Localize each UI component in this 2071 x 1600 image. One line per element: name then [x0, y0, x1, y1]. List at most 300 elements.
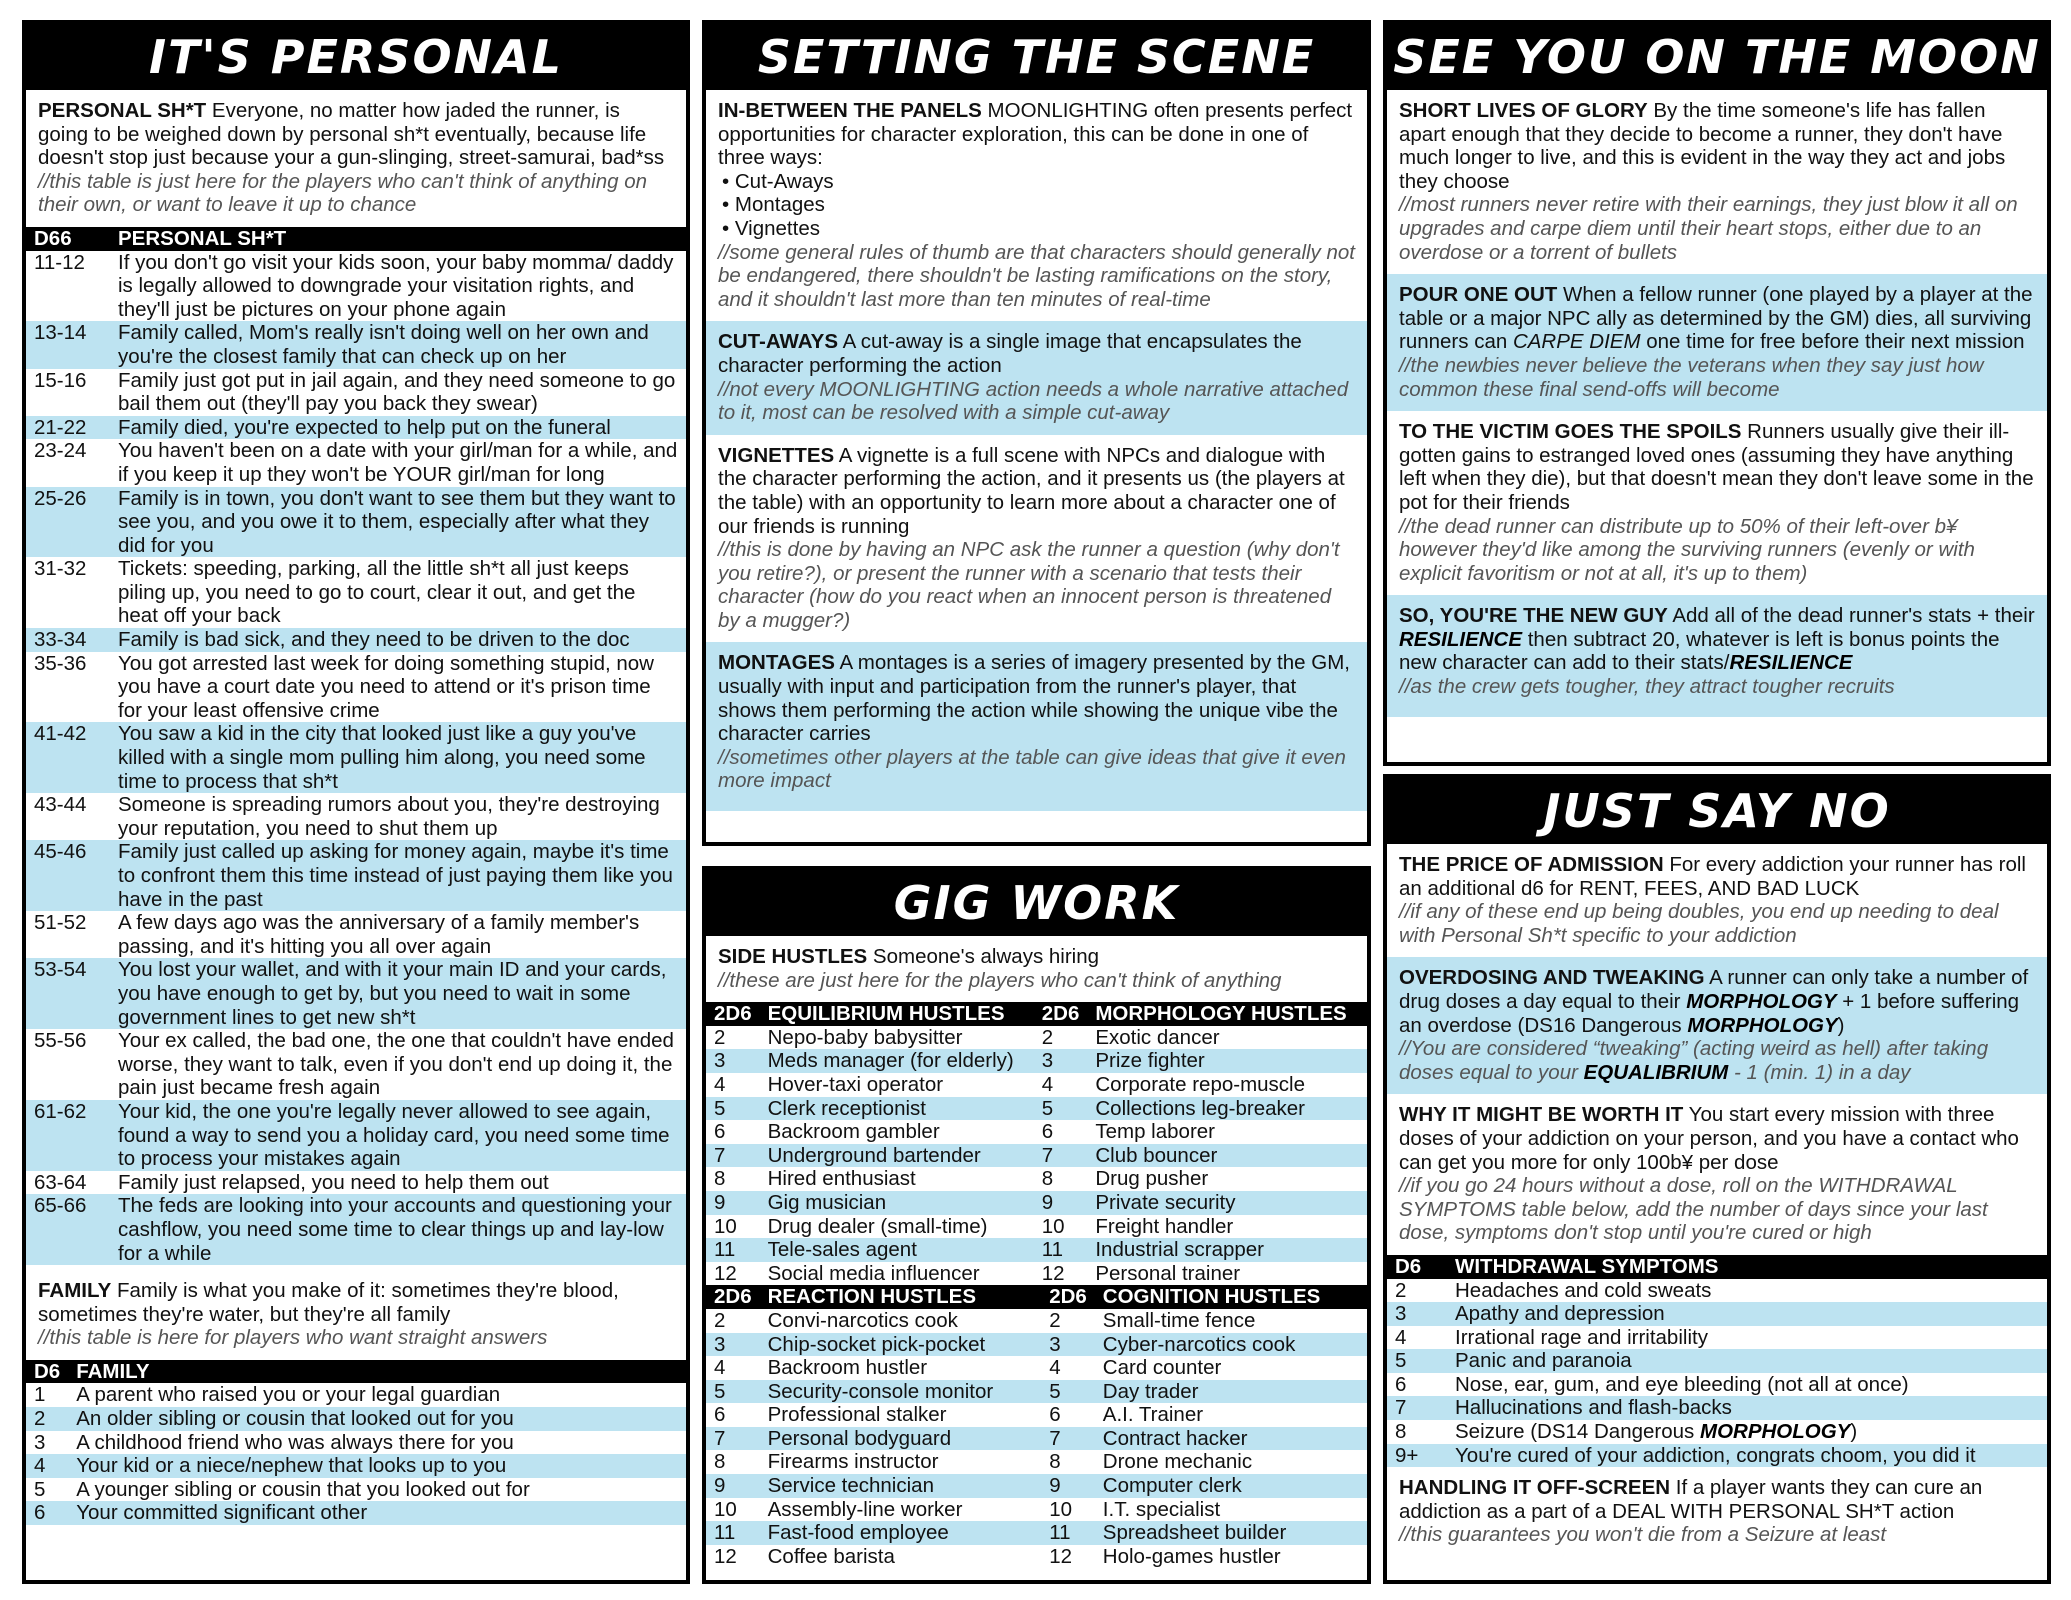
hustle-cell: Computer clerk — [1095, 1474, 1367, 1498]
column-header: MORPHOLOGY HUSTLES — [1087, 1002, 1367, 1026]
roll-cell: 23-24 — [34, 439, 87, 463]
table-row — [706, 1474, 1367, 1498]
panel-just-say-no — [1383, 774, 2051, 1584]
roll-cell: 5 — [1387, 1349, 1447, 1373]
result-cell: Your kid, the one you're legally never allowed to see again, found a way to send you a holiday card, you need some time to process your mistakes again — [110, 1100, 686, 1171]
result-cell: Tickets: speeding, parking, all the little sh*t all just keeps piling up, you need to go to court, clear it out, and get the heat off your back — [118, 557, 636, 628]
column-header: 2D6 — [706, 1002, 760, 1026]
result-cell: Your ex called, the bad one, the one that couldn't have ended worse, they want to talk, even if you don't end up doing it, the pain just became fresh again — [118, 1029, 674, 1100]
roll-cell: 12 — [1041, 1261, 1065, 1285]
hustle-cell: Private security — [1087, 1191, 1367, 1215]
section-text: Runners usually give their ill-gotten gains to estranged loved ones (assuming they have anything left when they die), but that doesn't mean they don't leave some in the pot for their friends — [1399, 420, 2034, 514]
roll-cell: 5 — [1034, 1097, 1088, 1121]
roll-cell: 10 — [714, 1497, 737, 1521]
table-row — [706, 1215, 1367, 1239]
result-cell: If you don't go visit your kids soon, your baby momma/ daddy is legally allowed to downgrade your visitation rights, and they'll just be pictures on your phone again — [118, 250, 674, 321]
roll-cell: 43-44 — [34, 793, 87, 817]
roll-cell: 11 — [706, 1238, 760, 1262]
section-heading: OVERDOSING AND TWEAKING — [1399, 966, 1705, 990]
withdrawal-table — [1387, 1255, 2047, 1467]
roll-cell: 31-32 — [34, 557, 87, 581]
table-row — [1387, 1420, 2047, 1444]
section-text: A vignette is a full scene with NPCs and dialogue with the character performing the action, and it presents us (the players at the table) with an opportunity to learn more about a character one of our friends is running — [718, 443, 1345, 538]
hustle-cell: Underground bartender — [760, 1144, 1034, 1168]
hustle-cell: Social media influencer — [767, 1261, 980, 1285]
personal-table-body — [26, 251, 686, 1266]
result-cell: Family just relapsed, you need to help them out — [118, 1170, 549, 1194]
bullet-item: • Vignettes — [718, 217, 1355, 241]
hustle-cell: Card counter — [1102, 1356, 1222, 1380]
roll-cell: 9 — [706, 1474, 760, 1498]
table-row — [706, 1049, 1367, 1073]
hustle-cell: Firearms instructor — [767, 1450, 939, 1474]
result-cell: Your committed significant other — [68, 1501, 686, 1525]
table-row — [26, 1100, 686, 1171]
roll-cell: 55-56 — [34, 1029, 87, 1053]
hustle-cell: Hover-taxi operator — [767, 1072, 944, 1096]
hustle-cell: Spreadsheet builder — [1095, 1521, 1367, 1545]
withdrawal-table-tail — [1387, 1420, 2047, 1467]
table-row — [706, 1450, 1367, 1474]
result-cell: A few days ago was the anniversary of a family member's passing, and it's hitting you all over again — [118, 911, 640, 958]
section-text: For every addiction your runner has roll an additional d6 for RENT, FEES, AND BAD LUCK — [1399, 853, 2026, 900]
table-row — [706, 1521, 1367, 1545]
roll-cell: 8 — [714, 1167, 726, 1191]
result-cell: You're cured of your addiction, congrats choom, you did it — [1447, 1444, 2047, 1468]
result-cell: Family is in town, you don't want to see them but they want to see you, and you owe it to them, especially after what they did for you — [110, 487, 686, 558]
scene-section-in-between — [706, 90, 1367, 321]
family-intro — [26, 1265, 686, 1360]
roll-cell: 4 — [1041, 1072, 1054, 1096]
stat-keyword: MORPHOLOGY — [1700, 1420, 1851, 1444]
table-row — [26, 1194, 686, 1265]
section-text: A montages is a series of imagery presented by the GM, usually with input and participation from the runner's player, that shows them performing the action while showing the unique vibe the character carries — [718, 651, 1350, 746]
section-text: You start every mission with three doses of your addiction on your person, and you have a contact who can get you more for only 100b¥ per dose — [1399, 1103, 2019, 1174]
table-row — [706, 1309, 1367, 1333]
hustle-cell: Exotic dancer — [1095, 1025, 1220, 1049]
section-text: A cut-away is a single image that encapsulates the character performing the action — [718, 330, 1302, 377]
column-header: WITHDRAWAL SYMPTOMS — [1447, 1255, 2047, 1279]
scene-section-cut-aways — [706, 321, 1367, 434]
section-note: //if you go 24 hours without a dose, roll on the WITHDRAWAL SYMPTOMS table below, add the number of days since your last dose, symptoms don't stop until you're cured or high — [1399, 1174, 1988, 1245]
stat-keyword: MORPHOLOGY — [1687, 1013, 1838, 1037]
result-cell: Apathy and depression — [1447, 1302, 2047, 1326]
hustle-cell: Day trader — [1095, 1380, 1367, 1404]
roll-cell: 5 — [706, 1097, 760, 1121]
panel-its-personal — [22, 20, 690, 1584]
roll-cell: 6 — [714, 1403, 726, 1427]
section-text: then subtract 20, whatever is left is bonus points the new character can add to their stats/ — [1399, 627, 2000, 675]
hustle-cell: Temp laborer — [1095, 1120, 1215, 1144]
stat-keyword: RESILIENCE — [1729, 651, 1853, 675]
hustle-cell: Convi-narcotics cook — [767, 1308, 958, 1332]
table-row — [706, 1380, 1367, 1404]
family-table — [26, 1360, 686, 1525]
roll-cell: 11 — [706, 1521, 760, 1545]
table-row — [26, 958, 686, 1029]
roll-cell: 8 — [714, 1450, 726, 1474]
table-row — [26, 1478, 686, 1502]
table-row — [26, 321, 686, 368]
column-header: 2D6 — [1034, 1002, 1088, 1026]
section-text: Family is what you make of it: sometimes they're blood, sometimes they're water, but they're all family — [38, 1279, 619, 1326]
roll-cell: 2 — [1395, 1278, 1407, 1302]
hustle-cell: Drug dealer (small-time) — [767, 1214, 988, 1238]
table-row — [1387, 1396, 2047, 1420]
section-text: + 1 before suffering an overdose (DS16 Dangerous — [1399, 989, 2020, 1037]
stat-keyword: EQUALIBRIUM — [1583, 1060, 1729, 1084]
table-row — [706, 1191, 1367, 1215]
hustles-table-1 — [706, 1002, 1367, 1285]
family-table-body — [26, 1383, 686, 1525]
bullet-item: • Cut-Aways — [718, 170, 1355, 194]
hustle-cell: Assembly-line worker — [767, 1497, 963, 1521]
section-note: //this guarantees you won't die from a Seizure at least — [1399, 1523, 1887, 1547]
roll-cell: 2 — [1041, 1025, 1054, 1049]
column-header: REACTION HUSTLES — [760, 1285, 1042, 1309]
panel-gig-work — [702, 866, 1371, 1584]
hustle-cell: Prize fighter — [1087, 1049, 1367, 1073]
roll-cell: 7 — [1041, 1427, 1095, 1451]
section-heading: CUT-AWAYS — [718, 330, 838, 354]
hustle-cell: A.I. Trainer — [1102, 1403, 1204, 1427]
moon-section-pour-one-out — [1387, 274, 2047, 411]
panel-title: GIG WORK — [706, 870, 1367, 936]
result-cell: The feds are looking into your accounts and questioning your cashflow, you need some time to clear things up and lay-low for a while — [110, 1194, 686, 1265]
section-heading: THE PRICE OF ADMISSION — [1399, 853, 1664, 876]
personal-table — [26, 227, 686, 1265]
table-row — [26, 652, 686, 723]
roll-cell: 6 — [1395, 1372, 1407, 1396]
table-row — [26, 1501, 686, 1525]
column-header: 2D6 — [706, 1285, 760, 1309]
roll-cell: 33-34 — [26, 628, 110, 652]
section-heading: IN-BETWEEN THE PANELS — [718, 99, 982, 122]
section-text: A runner can only take a number of drug doses a day equal to their — [1399, 966, 2029, 1013]
column-header: FAMILY — [68, 1360, 686, 1384]
section-text: MOONLIGHTING often presents perfect opportunities for character exploration, this can be done in one of three ways: — [718, 99, 1353, 170]
roll-cell: 4 — [26, 1454, 68, 1478]
panel-title: JUST SAY NO — [1387, 778, 2047, 844]
roll-cell: 5 — [706, 1380, 760, 1404]
table-row — [26, 1431, 686, 1455]
withdrawal-table-body — [1387, 1279, 2047, 1421]
table-row — [26, 416, 686, 440]
roll-cell: 63-64 — [34, 1170, 87, 1194]
roll-cell: 25-26 — [26, 487, 110, 558]
stat-keyword: MORPHOLOGY — [1686, 989, 1837, 1013]
roll-cell: 2 — [26, 1407, 68, 1431]
stat-keyword: RESILIENCE — [1399, 627, 1523, 651]
scene-section-montages — [706, 642, 1367, 811]
hustle-cell: Professional stalker — [767, 1403, 947, 1427]
section-note: //sometimes other players at the table can give ideas that give it even more impact — [718, 745, 1346, 793]
hustle-cell: Meds manager (for elderly) — [760, 1049, 1034, 1073]
result-text: Seizure (DS14 Dangerous — [1455, 1420, 1700, 1444]
section-text: When a fellow runner (one played by a player at the table or a major NPC ally as determined by the GM) dies, all surviving runners can — [1399, 283, 2033, 354]
table-row — [26, 1407, 686, 1431]
result-cell — [1447, 1420, 2047, 1444]
roll-cell: 12 — [1049, 1544, 1072, 1568]
result-cell: Family died, you're expected to help put on the funeral — [110, 416, 686, 440]
section-heading: PERSONAL SH*T — [38, 99, 207, 122]
roll-cell: 10 — [1049, 1497, 1072, 1521]
result-cell: Headaches and cold sweats — [1455, 1278, 1712, 1302]
result-cell: Family just got put in jail again, and they need someone to go bail them out (they'll pay you back they swear) — [118, 368, 676, 416]
roll-cell: 3 — [706, 1049, 760, 1073]
section-heading: FAMILY — [38, 1279, 112, 1303]
result-cell: You lost your wallet, and with it your main ID and your cards, you have enough to get by, but you need to wait in some government lines to get new sh*t — [110, 958, 686, 1029]
hustle-cell: Drug pusher — [1095, 1167, 1209, 1191]
panel-see-you-on-the-moon — [1383, 20, 2051, 766]
roll-cell: 13-14 — [26, 321, 110, 368]
column-header: D6 — [26, 1360, 68, 1384]
panel-title: SEE YOU ON THE MOON — [1387, 24, 2047, 90]
personal-intro — [26, 90, 686, 227]
table-row — [706, 1333, 1367, 1357]
section-text: Someone's always hiring — [867, 945, 1100, 968]
table-row — [26, 722, 686, 793]
hustle-cell: Collections leg-breaker — [1087, 1097, 1367, 1121]
table-row — [26, 487, 686, 558]
result-cell: Nose, ear, gum, and eye bleeding (not all at once) — [1455, 1372, 1909, 1396]
hustle-cell: Clerk receptionist — [760, 1097, 1034, 1121]
section-heading: HANDLING IT OFF-SCREEN — [1399, 1476, 1671, 1500]
result-cell: You haven't been on a date with your girl/man for a while, and if you keep it up they won't be YOUR girl/man for long — [118, 439, 678, 486]
table-row — [706, 1144, 1367, 1168]
section-text: ) — [1837, 1013, 1845, 1037]
table-row — [26, 911, 686, 958]
result-cell: Hallucinations and flash-backs — [1447, 1396, 2047, 1420]
hustle-cell: Security-console monitor — [760, 1380, 1042, 1404]
column-header: D66 — [26, 227, 110, 251]
roll-cell: 6 — [714, 1120, 726, 1144]
nope-section-price — [1387, 844, 2047, 957]
hustle-cell: Drone mechanic — [1102, 1450, 1253, 1474]
table-row — [706, 1120, 1367, 1144]
roll-cell: 11 — [1034, 1238, 1088, 1262]
table-row — [26, 840, 686, 911]
section-heading: SO, YOU'RE THE NEW GUY — [1399, 604, 1668, 628]
moon-section-new-guy — [1387, 595, 2047, 716]
column-header: EQUILIBRIUM HUSTLES — [760, 1002, 1034, 1026]
table-row — [706, 1427, 1367, 1451]
result-cell: Someone is spreading rumors about you, they're destroying your reputation, you need to shut them up — [118, 793, 660, 840]
nope-section-worth-it — [1387, 1094, 2047, 1255]
section-note: //this is done by having an NPC ask the runner a question (why don't you retire?), or present the runner with a scenario that tests their character (how do you react when an innocent person is threatened by a mugger?) — [718, 538, 1340, 632]
hustle-cell: Holo-games hustler — [1102, 1544, 1281, 1568]
table-row — [706, 1262, 1367, 1286]
result-cell: You got arrested last week for doing something stupid, now you have a court date you need to attend or it's prison time for your least offensive crime — [118, 651, 654, 722]
roll-cell: 4 — [1049, 1356, 1061, 1380]
table-row — [706, 1097, 1367, 1121]
roll-cell: 9 — [1041, 1474, 1095, 1498]
roll-cell: 9 — [1034, 1191, 1088, 1215]
roll-cell: 10 — [714, 1214, 737, 1238]
column-header: 2D6 — [1041, 1285, 1095, 1309]
roll-cell: 12 — [714, 1544, 737, 1568]
hustle-cell: Coffee barista — [767, 1544, 895, 1568]
section-note: //the newbies never believe the veterans when they say just how common these final send-offs will become — [1399, 353, 1984, 401]
table-row — [26, 1171, 686, 1195]
result-cell: An older sibling or cousin that looked out for you — [68, 1407, 686, 1431]
hustle-cell: Fast-food employee — [760, 1521, 1042, 1545]
roll-cell: 7 — [706, 1427, 760, 1451]
roll-cell: 9+ — [1387, 1444, 1447, 1468]
table-row — [706, 1167, 1367, 1191]
roll-cell: 8 — [1387, 1420, 1447, 1444]
table-row — [26, 1454, 686, 1478]
keyword: CARPE DIEM — [1512, 330, 1641, 354]
table-row — [26, 1029, 686, 1100]
result-cell: Family is bad sick, and they need to be driven to the doc — [110, 628, 686, 652]
table-row — [1387, 1444, 2047, 1468]
roll-cell: 3 — [1387, 1302, 1447, 1326]
panel-title: SETTING THE SCENE — [706, 24, 1367, 90]
moon-section-short-lives — [1387, 90, 2047, 274]
column-header: PERSONAL SH*T — [110, 227, 686, 251]
result-cell: A parent who raised you or your legal guardian — [76, 1383, 501, 1407]
roll-cell: 2 — [714, 1025, 726, 1049]
section-note: //as the crew gets tougher, they attract tougher recruits — [1399, 675, 1895, 699]
section-note: //if any of these end up being doubles, you end up needing to deal with Personal Sh*t specific to your addiction — [1399, 900, 1999, 947]
hustle-cell: Hired enthusiast — [767, 1167, 916, 1191]
section-note: //not every MOONLIGHTING action needs a whole narrative attached to it, most can be resolved with a simple cut-away — [718, 377, 1349, 425]
roll-cell: 7 — [706, 1144, 760, 1168]
table-row — [26, 439, 686, 486]
result-cell: Irrational rage and irritability — [1455, 1325, 1708, 1349]
roll-cell: 6 — [1049, 1403, 1061, 1427]
panel-setting-the-scene — [702, 20, 1371, 846]
roll-cell: 15-16 — [34, 368, 87, 392]
roll-cell: 8 — [1049, 1450, 1061, 1474]
roll-cell: 11-12 — [34, 250, 85, 274]
roll-cell: 4 — [714, 1072, 726, 1096]
section-heading: TO THE VICTIM GOES THE SPOILS — [1399, 420, 1742, 444]
roll-cell: 65-66 — [26, 1194, 110, 1265]
section-note: //these are just here for the players who can't think of anything — [718, 968, 1282, 992]
roll-cell: 45-46 — [26, 840, 110, 911]
hustle-cell: Freight handler — [1095, 1214, 1234, 1238]
roll-cell: 3 — [1034, 1049, 1088, 1073]
roll-cell: 3 — [1041, 1333, 1095, 1357]
roll-cell: 2 — [714, 1308, 726, 1332]
table-row — [706, 1403, 1367, 1427]
hustles-table-body — [706, 1309, 1367, 1569]
roll-cell: 10 — [1041, 1214, 1065, 1238]
table-row — [1387, 1326, 2047, 1350]
hustle-cell: Nepo-baby babysitter — [767, 1025, 963, 1049]
table-row — [1387, 1349, 2047, 1373]
hustle-cell: Backroom gambler — [767, 1120, 940, 1144]
table-row — [1387, 1373, 2047, 1397]
table-row — [706, 1026, 1367, 1050]
section-note: //the dead runner can distribute up to 50% of their left-over b¥ however they'd like among the surviving runners (evenly or with explicit favoritism or not at all, it's up to them) — [1399, 514, 1975, 585]
table-row — [26, 1383, 686, 1407]
gig-intro — [706, 936, 1367, 1002]
table-row — [26, 793, 686, 840]
hustle-cell: Contract hacker — [1095, 1427, 1367, 1451]
roll-cell: 12 — [714, 1261, 737, 1285]
roll-cell: 61-62 — [26, 1100, 110, 1171]
section-heading: SIDE HUSTLES — [718, 945, 868, 968]
roll-cell: 8 — [1041, 1167, 1054, 1191]
roll-cell: 41-42 — [26, 722, 110, 793]
roll-cell: 51-52 — [34, 911, 87, 935]
roll-cell: 2 — [1049, 1308, 1061, 1332]
table-row — [706, 1356, 1367, 1380]
scene-section-vignettes — [706, 435, 1367, 643]
hustle-cell: Club bouncer — [1087, 1144, 1367, 1168]
hustles-table-2 — [706, 1285, 1367, 1568]
section-note: //most runners never retire with their earnings, they just blow it all on upgrades and carpe diem until their heart stops, either due to an overdose or a torrent of bullets — [1399, 193, 2018, 264]
bullet-list — [718, 170, 1355, 241]
section-text: If a player wants they can cure an addiction as a part of a DEAL WITH PERSONAL SH*T action — [1399, 1476, 1983, 1523]
section-heading: MONTAGES — [718, 651, 835, 675]
table-row — [26, 369, 686, 416]
table-row — [706, 1545, 1367, 1569]
table-row — [706, 1498, 1367, 1522]
nope-section-off-screen — [1387, 1467, 2047, 1557]
hustles-table-body — [706, 1026, 1367, 1286]
roll-cell: 6 — [26, 1501, 68, 1525]
section-text: Everyone, no matter how jaded the runner, is going to be weighed down by personal sh*t eventually, because life doesn't stop just because your a gun-slinging, street-samurai, bad*ss — [38, 99, 665, 170]
roll-cell: 1 — [34, 1383, 46, 1407]
table-row — [706, 1238, 1367, 1262]
section-note: //some general rules of thumb are that characters should generally not be endangered, there shouldn't be lasting ramifications on the story, and it shouldn't last more than ten minutes of real-time — [718, 240, 1355, 311]
hustle-cell: Corporate repo-muscle — [1095, 1072, 1306, 1096]
hustle-cell: Gig musician — [760, 1191, 1034, 1215]
table-row — [26, 251, 686, 322]
roll-cell: 4 — [1395, 1325, 1407, 1349]
section-note: //You are considered “tweaking” (acting weird as hell) after taking doses equal to your — [1399, 1037, 1989, 1084]
roll-cell: 6 — [1041, 1120, 1054, 1144]
hustle-cell: Backroom hustler — [767, 1356, 928, 1380]
section-heading: VIGNETTES — [718, 443, 835, 467]
table-row — [706, 1073, 1367, 1097]
result-cell: You saw a kid in the city that looked just like a guy you've killed with a single mom pulling him along, you need some time to process that sh*t — [110, 722, 686, 793]
hustle-cell: Chip-socket pick-pocket — [760, 1333, 1042, 1357]
panel-title: IT'S PERSONAL — [26, 24, 686, 90]
section-text: By the time someone's life has fallen apart enough that they decide to become a runner, they don't have much longer to live, and this is evident in the way they act and jobs they choose — [1399, 99, 2006, 193]
table-row — [26, 557, 686, 628]
result-cell: Panic and paranoia — [1447, 1349, 2047, 1373]
hustle-cell: I.T. specialist — [1102, 1497, 1221, 1521]
hustle-cell: Personal trainer — [1095, 1261, 1241, 1285]
result-text: ) — [1850, 1420, 1858, 1444]
section-note: //this table is here for players who want straight answers — [38, 1326, 548, 1350]
section-text: one time for free before their next mission — [1640, 330, 2025, 354]
roll-cell: 5 — [1041, 1380, 1095, 1404]
result-cell: Family called, Mom's really isn't doing well on her own and you're the closest family that can check up on her — [110, 321, 686, 368]
roll-cell: 11 — [1041, 1521, 1095, 1545]
section-note: - 1 (min. 1) in a day — [1728, 1060, 1911, 1084]
roll-cell: 5 — [34, 1477, 46, 1501]
roll-cell: 21-22 — [26, 416, 110, 440]
nope-section-overdosing — [1387, 957, 2047, 1094]
column-header: COGNITION HUSTLES — [1095, 1285, 1367, 1309]
section-heading: WHY IT MIGHT BE WORTH IT — [1399, 1103, 1684, 1127]
section-heading: POUR ONE OUT — [1399, 283, 1558, 307]
table-row — [1387, 1302, 2047, 1326]
roll-cell: 7 — [1034, 1144, 1088, 1168]
hustle-cell: Small-time fence — [1102, 1308, 1256, 1332]
roll-cell: 35-36 — [34, 651, 87, 675]
table-row — [1387, 1279, 2047, 1303]
bullet-item: • Montages — [718, 193, 1355, 217]
section-note: //this table is just here for the players who can't think of anything on their own, or want to leave it up to chance — [38, 169, 648, 217]
roll-cell: 7 — [1387, 1396, 1447, 1420]
